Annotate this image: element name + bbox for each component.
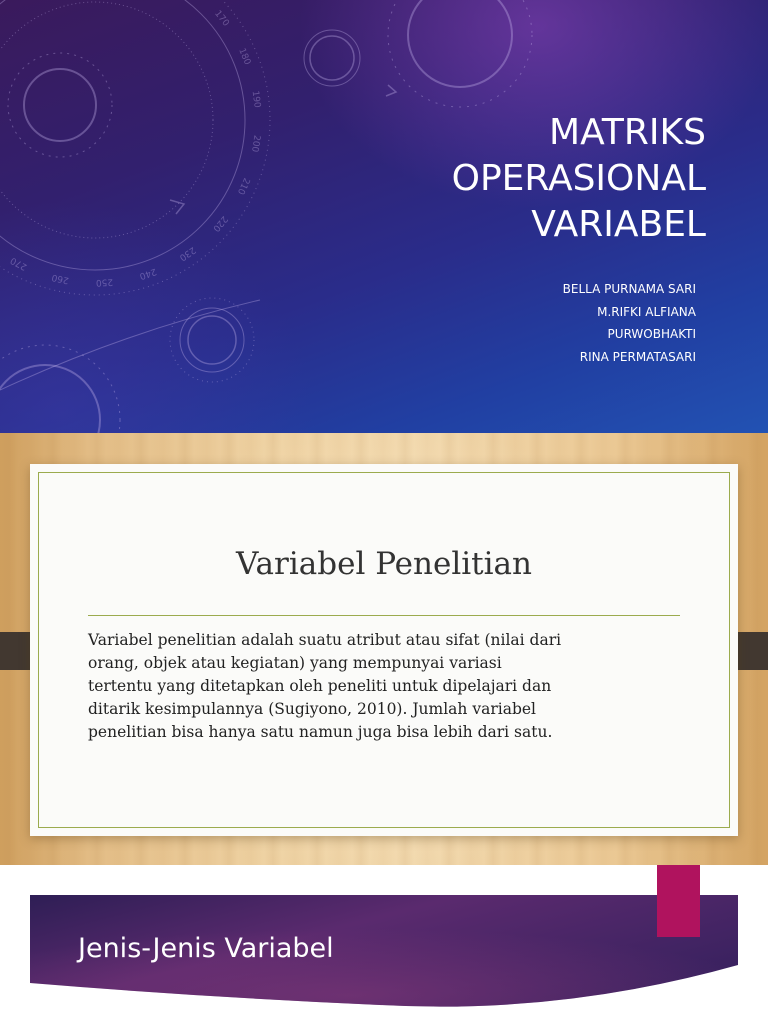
title-line: MATRIKS [549,112,706,153]
section-title: Jenis-Jenis Variabel [78,933,334,964]
author-list [396,278,696,368]
author-name: PURWOBHAKTI [607,327,696,341]
dial-number: 210 [234,176,252,196]
definition-slide [0,433,768,865]
section-header-slide [0,865,768,1024]
slide-body [88,629,688,744]
author-name: RINA PERMATASARI [579,349,696,364]
title-slide [0,0,768,433]
body-line: Variabel penelitian adalah suatu atribut atau sifat (nilai dari [88,631,562,649]
dial-number: 230 [177,244,198,263]
body-line: orang, objek atau kegiatan) yang mempunyai variasi [88,654,502,672]
dial-number: 170 [212,8,231,29]
dial-number: 180 [236,46,253,67]
author-name: BELLA PURNAMA SARI [562,282,696,296]
accent-bar [657,865,700,937]
body-line: penelitian bisa hanya satu namun juga bisa lebih dari satu. [88,723,553,741]
dial-number: 190 [249,90,262,109]
title-line: VARIABEL [531,204,706,245]
body-line: tertentu yang ditetapkan oleh peneliti untuk dipelajari dan [88,677,552,695]
body-line: ditarik kesimpulannya (Sugiyono, 2010). Jumlah variabel [88,700,536,718]
dial-number: 220 [210,213,230,234]
title-line: OPERASIONAL [451,158,706,199]
author-name: M.RIFKI ALFIANA [597,304,696,319]
presentation-title [286,110,706,248]
dial-number: 200 [249,134,262,153]
slide-title: Variabel Penelitian [236,546,532,582]
dial-number: 240 [137,265,158,281]
title-divider [88,615,680,616]
content-card [30,464,738,836]
dial-number: 270 [9,254,29,272]
dial-number: 260 [50,271,70,285]
dial-number: 250 [95,276,114,288]
